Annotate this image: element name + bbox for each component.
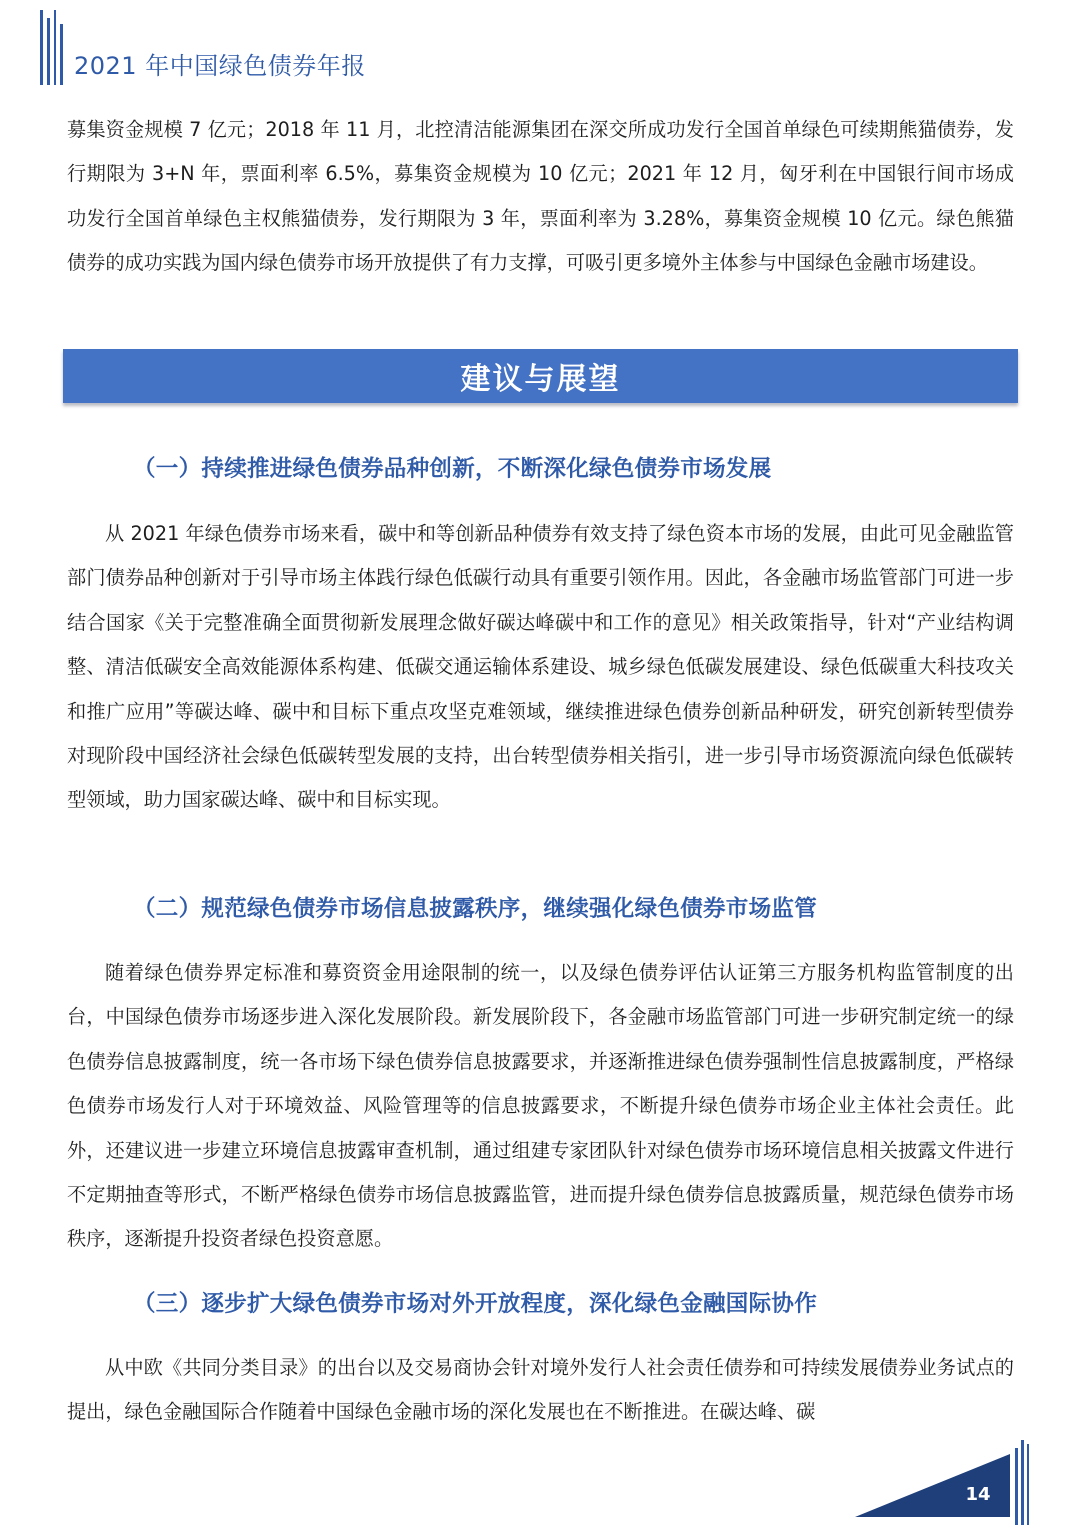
intro-paragraph: 募集资金规模 7 亿元；2018 年 11 月，北控清洁能源集团在深交所成功发行全国首单绿色可续期熊猫债券，发行期限为 3+N 年，票面利率 6.5%，募集资金规模为 10 亿元；2021 年 12 月，匈牙利在中国银行间市场成功发行全国首单绿色主权熊猫债券，发行期限为 3 年，票面利率为 3.28%，募集资金规模 10 亿元。绿色熊猫债券的成功实践为国内绿色债券市场开放提供了有力支撑，可吸引更多境外主体参与中国绿色金融市场建设。 [67, 118, 1014, 275]
section-title: 建议与展望 [460, 362, 621, 397]
subsection-paragraph-3: 从中欧《共同分类目录》的出台以及交易商协会针对境外发行人社会责任债券和可持续发展债券业务试点的提出，绿色金融国际合作随着中国绿色金融市场的深化发展也在不断推进。在碳达峰、碳 [67, 1356, 1014, 1424]
page-number: 14 [965, 1484, 991, 1505]
subsection-paragraph-1: 从 2021 年绿色债券市场来看，碳中和等创新品种债券有效支持了绿色资本市场的发展，由此可见金融监管部门债券品种创新对于引导市场主体践行绿色低碳行动具有重要引领作用。因此，各金融市场监管部门可进一步结合国家《关于完整准确全面贯彻新发展理念做好碳达峰碳中和工作的意见》相关政策指导，针对“产业结构调整、清洁低碳安全高效能源体系构建、低碳交通运输体系建设、城乡绿色低碳发展建设、绿色低碳重大科技攻关和推广应用”等碳达峰、碳中和目标下重点攻坚克难领域，继续推进绿色债券创新品种研发，研究创新转型债券对现阶段中国经济社会绿色低碳转型发展的支持，出台转型债券相关指引，进一步引导市场资源流向绿色低碳转型领域，助力国家碳达峰、碳中和目标实现。 [67, 522, 1014, 812]
subsection-paragraph-2: 随着绿色债券界定标准和募资资金用途限制的统一，以及绿色债券评估认证第三方服务机构监管制度的出台，中国绿色债券市场逐步进入深化发展阶段。新发展阶段下，各金融市场监管部门可进一步研究制定统一的绿色债券信息披露制度，统一各市场下绿色债券信息披露要求，并逐渐推进绿色债券强制性信息披露制度，严格绿色债券市场发行人对于环境效益、风险管理等的信息披露要求，不断提升绿色债券市场企业主体社会责任。此外，还建议进一步建立环境信息披露审查机制，通过组建专家团队针对绿色债券市场环境信息相关披露文件进行不定期抽查等形式，不断严格绿色债券市场信息披露监管，进而提升绿色债券信息披露质量，规范绿色债券市场秩序，逐渐提升投资者绿色投资意愿。 [67, 961, 1014, 1251]
footer-triangle-decoration [855, 1440, 1035, 1525]
subsection-heading-2: （二）规范绿色债券市场信息披露秩序，继续强化绿色债券市场监管 [133, 896, 818, 922]
report-header-title: 2021 年中国绿色债券年报 [74, 52, 366, 80]
header-bars-decoration [40, 10, 70, 85]
section-banner [63, 349, 1018, 403]
subsection-heading-3: （三）逐步扩大绿色债券市场对外开放程度，深化绿色金融国际协作 [133, 1291, 818, 1317]
subsection-heading-1: （一）持续推进绿色债券品种创新，不断深化绿色债券市场发展 [133, 456, 772, 482]
